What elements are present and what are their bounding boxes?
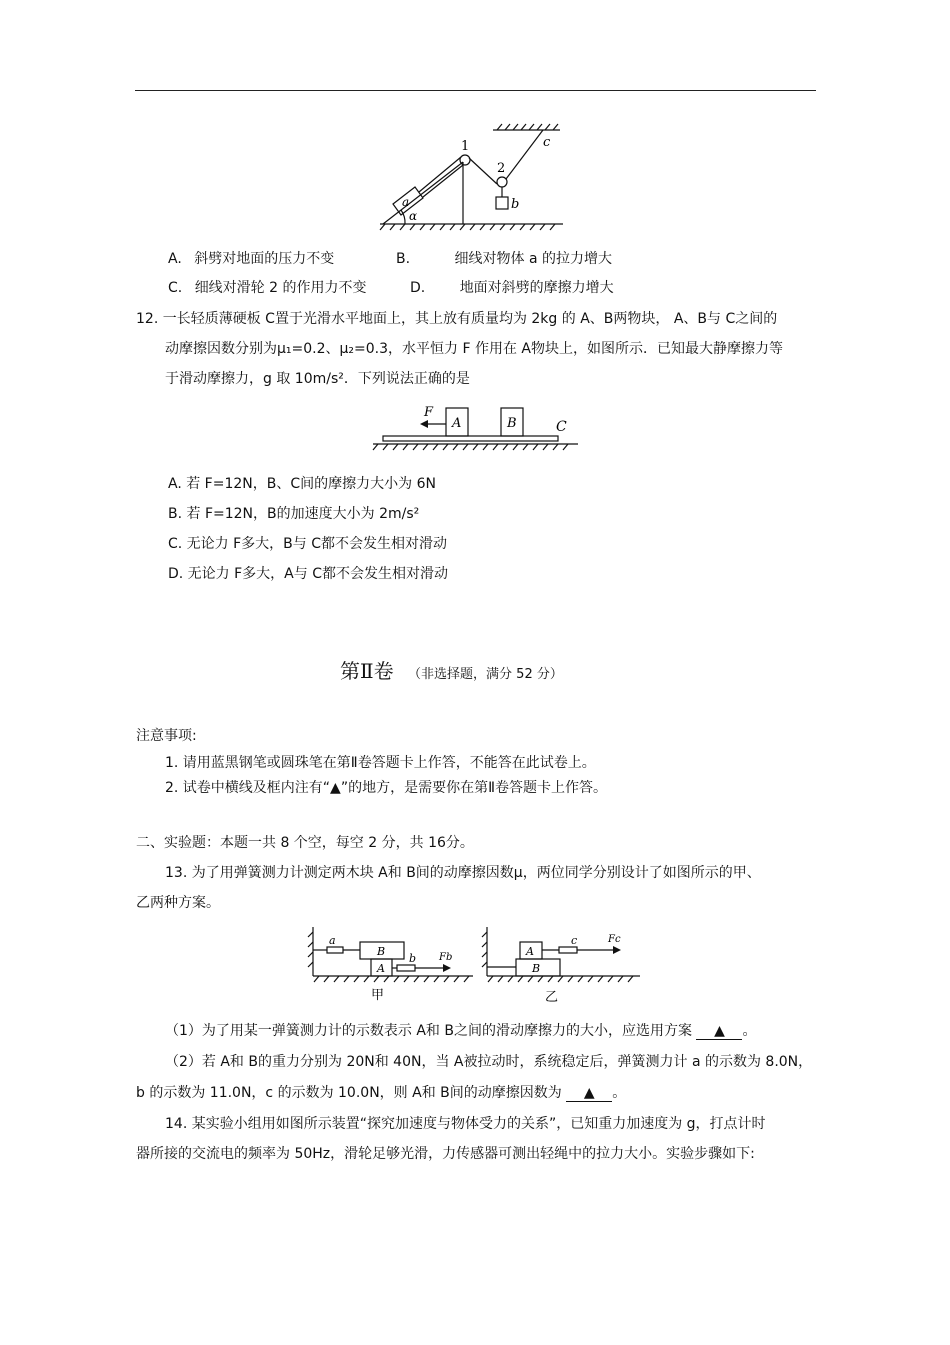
- option-letter: D.: [410, 280, 426, 296]
- option-text: 地面对斜劈的摩擦力增大: [459, 280, 614, 296]
- spring-b-label: b: [409, 952, 417, 965]
- angle-label: α: [409, 209, 418, 223]
- incline-pulley-figure: [375, 122, 570, 232]
- scheme-yi-label: 乙: [545, 990, 559, 1004]
- q12-option-b: B. 若 F=12N，B的加速度大小为 2m/s²: [168, 506, 420, 522]
- answer-blank: ▲: [696, 1023, 742, 1040]
- option-letter: C.: [168, 280, 183, 296]
- pulley-2-label: 2: [497, 161, 506, 176]
- q13-sub-1: [165, 1020, 756, 1040]
- q12-line-3: 于滑动摩擦力，g 取 10m/s²．下列说法正确的是: [165, 371, 470, 387]
- option-text: 细线对滑轮 2 的作用力不变: [194, 280, 367, 296]
- spring-c-label: c: [571, 934, 578, 947]
- q11-option-b: [396, 248, 612, 268]
- q12-line-1: 12. 一长轻质薄硬板 C置于光滑水平地面上，其上放有质量均为 2kg 的 A、B两物块， A、B与 C之间的: [136, 311, 778, 327]
- q11-option-a: [168, 248, 334, 268]
- q11-option-d: [410, 277, 614, 297]
- q14-line-2: 器所接的交流电的频率为 50Hz，滑轮足够光滑，力传感器可测出轻绳中的拉力大小。实验步骤如下:: [136, 1146, 755, 1162]
- answer-blank: ▲: [566, 1085, 612, 1102]
- force-fc-label: Fc: [608, 934, 621, 945]
- block-a-label: a: [402, 195, 410, 209]
- q12-option-c: C. 无论力 F多大，B与 C都不会发生相对滑动: [168, 536, 448, 552]
- q13-sub-2-line-2: [136, 1082, 626, 1102]
- spring-a-label: a: [329, 934, 336, 947]
- part-2-heading: 二、实验题：本题一共 8 个空，每空 2 分，共 16分。: [136, 835, 474, 851]
- notes-item-2: 2. 试卷中横线及框内注有“▲”的地方，是需要你在第Ⅱ卷答题卡上作答。: [165, 780, 607, 796]
- q12-line-2: 动摩擦因数分别为μ₁=0.2、μ₂=0.3，水平恒力 F 作用在 A物块上，如图所示．已知最大静摩擦力等: [165, 341, 784, 357]
- section-2-subtitle: （非选择题，满分 52 分）: [408, 667, 563, 682]
- q13-sub-1-text: （1）为了用某一弹簧测力计的示数表示 A和 B之间的滑动摩擦力的大小，应选用方案: [165, 1023, 692, 1039]
- friction-schemes-figure: [305, 922, 645, 1004]
- q13-line-2: 乙两种方案。: [136, 895, 220, 911]
- q13-sub-1-end: 。: [742, 1023, 757, 1039]
- jia-block-a-label: A: [377, 962, 385, 975]
- q12-option-d: D. 无论力 F多大，A与 C都不会发生相对滑动: [168, 566, 448, 582]
- block-b-label: b: [511, 197, 520, 212]
- notes-item-1: 1. 请用蓝黑钢笔或圆珠笔在第Ⅱ卷答题卡上作答，不能答在此试卷上。: [165, 755, 596, 771]
- rope-c-label: c: [543, 135, 551, 150]
- board-blocks-figure: [368, 400, 583, 455]
- force-fb-label: Fb: [439, 952, 453, 963]
- yi-block-a-label: A: [526, 945, 534, 958]
- q13-sub-2-line-1: （2）若 A和 B的重力分别为 20N和 40N，当 A被拉动时，系统稳定后，弹簧测力计 a 的示数为 8.0N，: [165, 1054, 813, 1070]
- option-text: 细线对物体 a 的拉力增大: [454, 251, 612, 267]
- yi-block-b-label: B: [532, 962, 541, 975]
- notes-heading: 注意事项:: [136, 728, 197, 744]
- scheme-jia-label: 甲: [371, 988, 385, 1003]
- q11-option-c: [168, 277, 367, 297]
- board-c-label: C: [556, 419, 567, 435]
- pulley-1-label: 1: [461, 139, 470, 154]
- header-rule: [135, 90, 816, 91]
- block-b-label: B: [507, 416, 517, 431]
- option-letter: B.: [396, 251, 411, 267]
- block-a-label: A: [452, 416, 462, 431]
- section-2-title: 第Ⅱ卷: [340, 659, 394, 683]
- q14-line-1: 14. 某实验小组用如图所示装置“探究加速度与物体受力的关系”，已知重力加速度为 g，打点计时: [165, 1116, 766, 1132]
- q13-sub-2-text: b 的示数为 11.0N，c 的示数为 10.0N，则 A和 B间的动摩擦因数为: [136, 1085, 562, 1101]
- q13-sub-2-end: 。: [612, 1085, 627, 1101]
- q12-option-a: A. 若 F=12N，B、C间的摩擦力大小为 6N: [168, 476, 436, 492]
- option-text: 斜劈对地面的压力不变: [194, 251, 335, 267]
- jia-block-b-label: B: [377, 945, 386, 958]
- force-label: F: [424, 405, 434, 420]
- section-2-heading: [340, 655, 563, 684]
- option-letter: A.: [168, 251, 182, 267]
- q13-line-1: 13. 为了用弹簧测力计测定两木块 A和 B间的动摩擦因数μ，两位同学分别设计了如图所示的甲、: [165, 865, 761, 881]
